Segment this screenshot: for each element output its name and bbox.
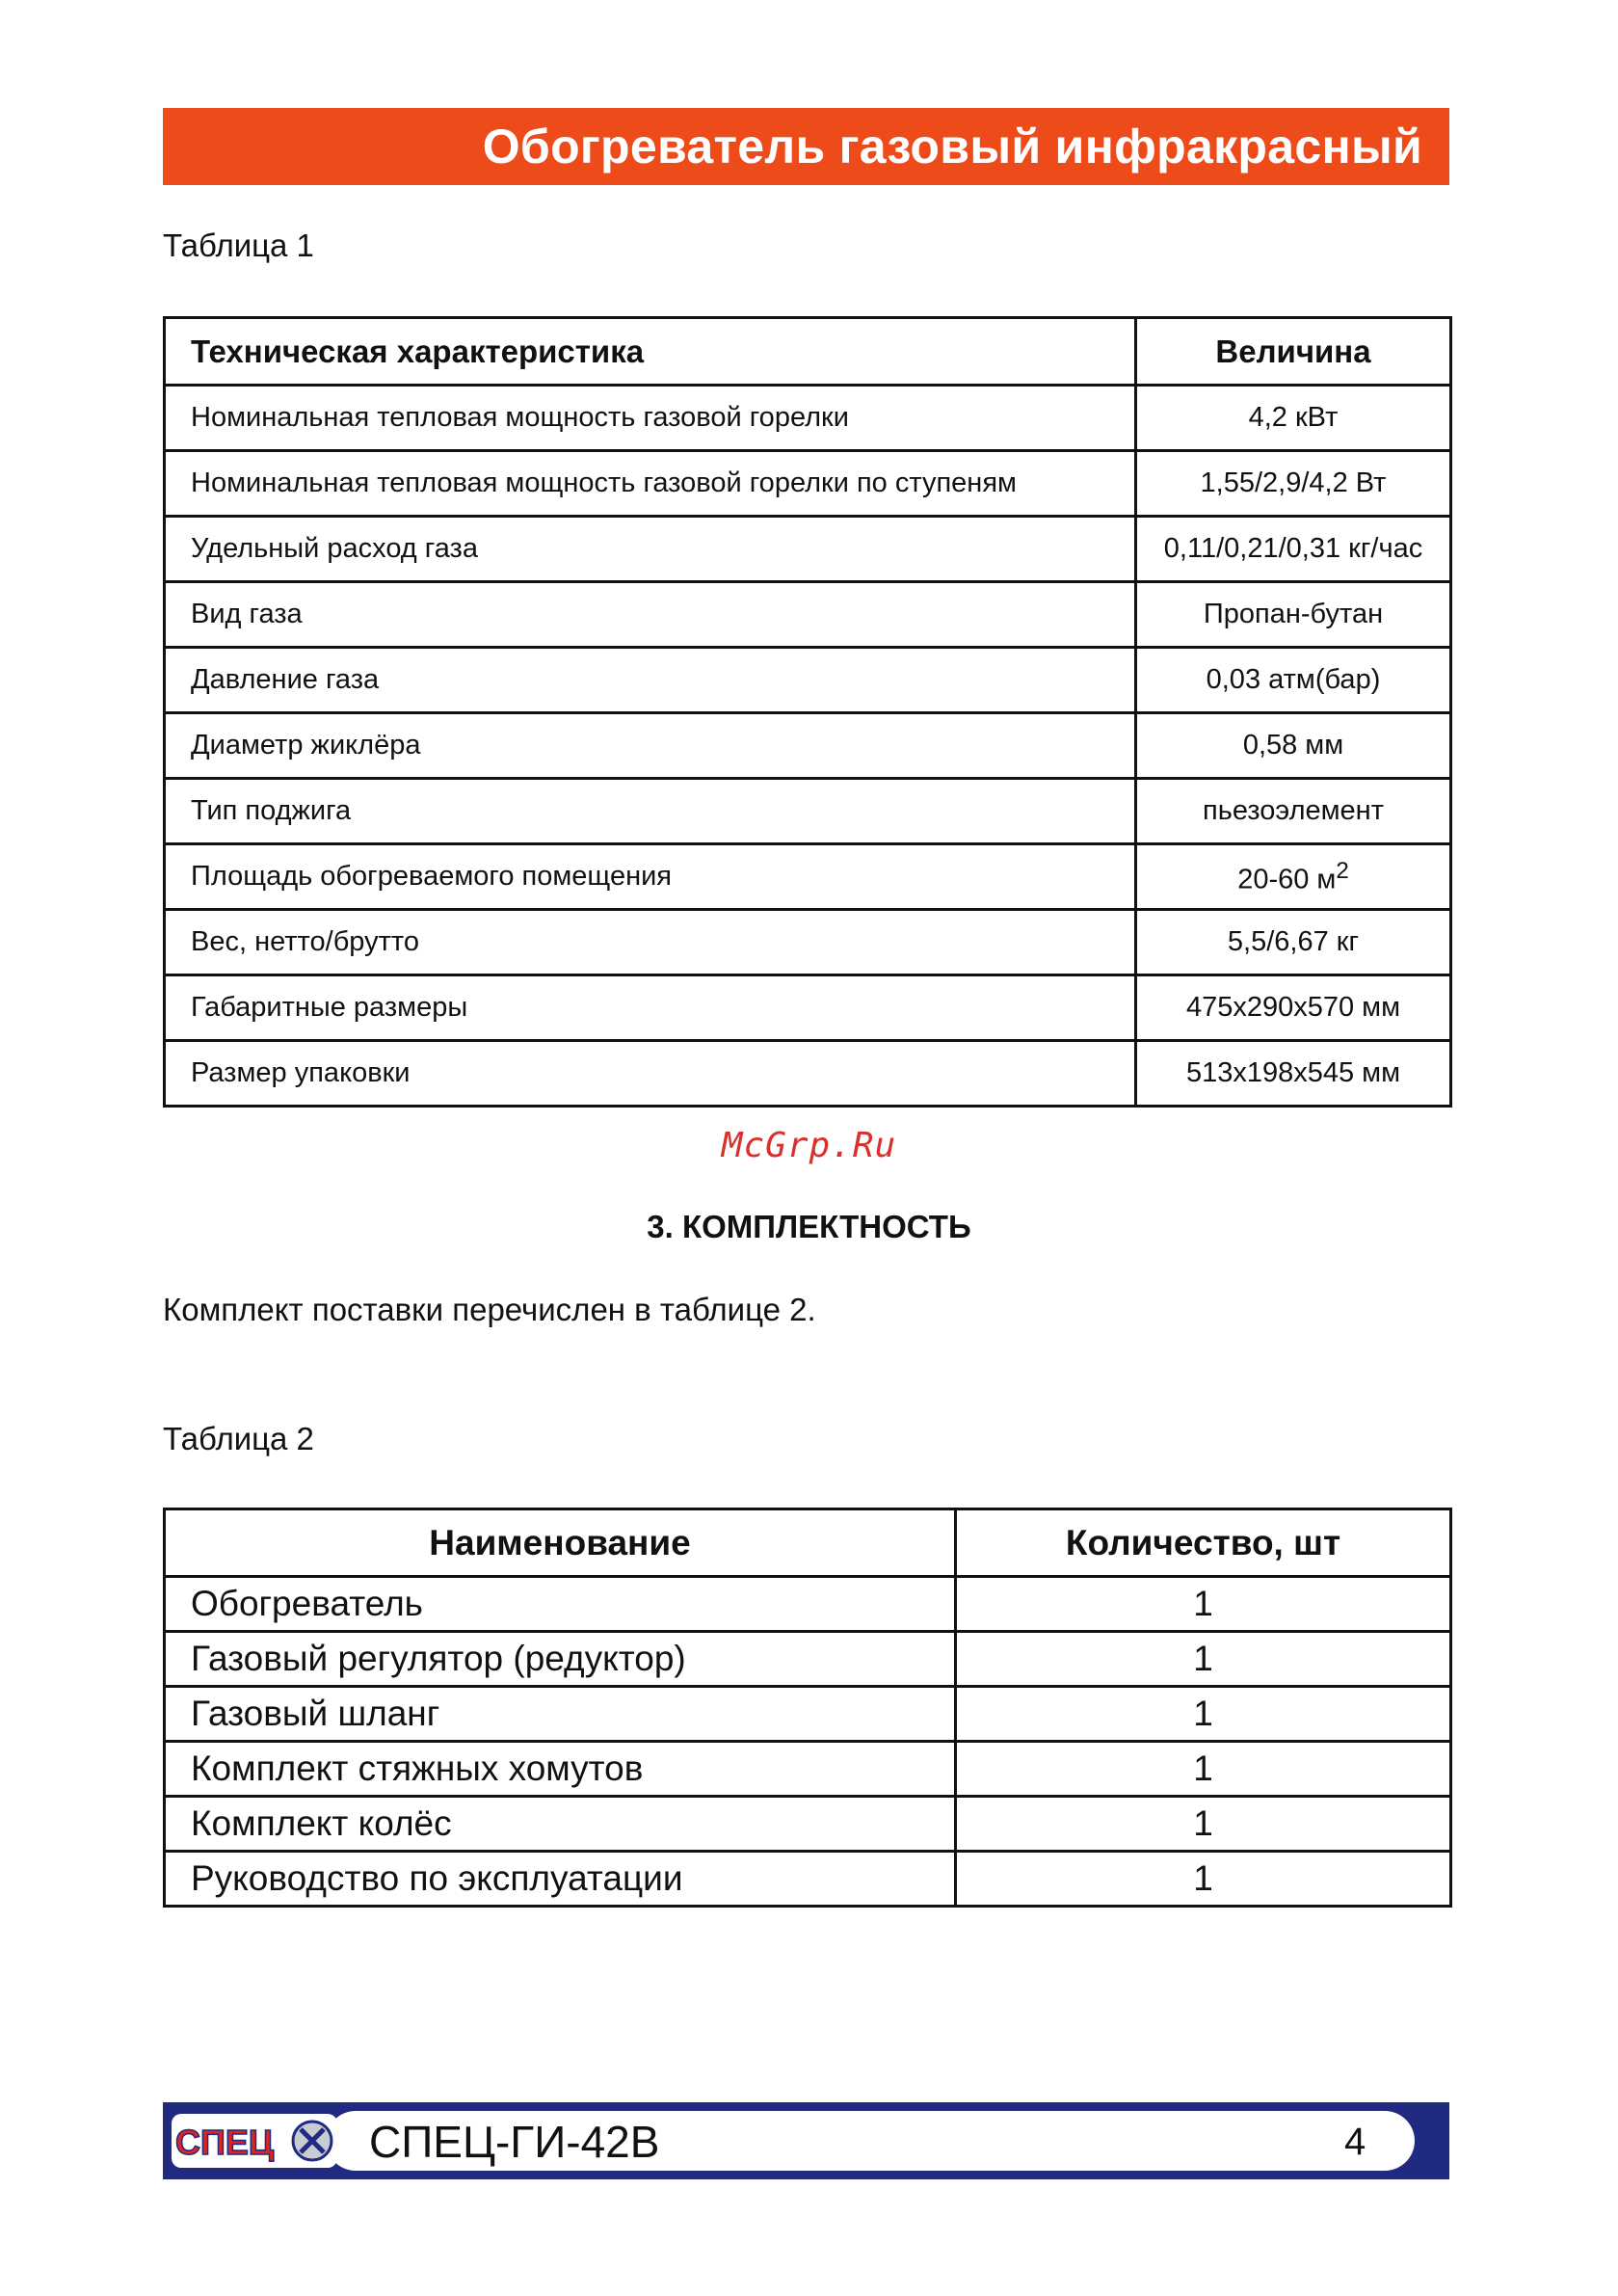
spec-value: 0,03 атм(бар)	[1136, 648, 1451, 713]
header-bar	[163, 108, 1449, 185]
column-header-quantity: Количество, шт	[956, 1509, 1451, 1577]
spec-value: 0,58 мм	[1136, 713, 1451, 779]
page-title: Обогреватель газовый инфракрасный	[482, 120, 1422, 174]
table-row	[165, 1687, 1451, 1742]
table-row	[165, 1041, 1451, 1107]
table-row	[165, 1852, 1451, 1907]
table-header-row	[165, 1509, 1451, 1577]
table-row	[165, 713, 1451, 779]
column-header-value: Величина	[1136, 318, 1451, 386]
section-title: 3. КОМПЛЕКТНОСТЬ	[647, 1209, 971, 1244]
screw-icon	[293, 2122, 332, 2160]
column-header-name: Наименование	[165, 1509, 956, 1577]
spec-value: Пропан-бутан	[1136, 582, 1451, 648]
spec-name: Удельный расход газа	[165, 517, 1136, 582]
table-row	[165, 975, 1451, 1041]
item-quantity: 1	[956, 1632, 1451, 1687]
item-quantity: 1	[956, 1852, 1451, 1907]
table-row	[165, 779, 1451, 844]
spec-name: Номинальная тепловая мощность газовой горелки по ступеням	[165, 451, 1136, 517]
area-value: 20-60 м	[1237, 864, 1337, 895]
spec-name: Давление газа	[165, 648, 1136, 713]
table-row	[165, 386, 1451, 451]
spec-name: Вес, нетто/брутто	[165, 910, 1136, 975]
spec-name: Тип поджига	[165, 779, 1136, 844]
item-quantity: 1	[956, 1797, 1451, 1852]
item-name: Обогреватель	[165, 1577, 956, 1632]
spec-name: Площадь обогреваемого помещения	[165, 844, 1136, 910]
spec-value: 0,11/0,21/0,31 кг/час	[1136, 517, 1451, 582]
item-name: Руководство по эксплуатации	[165, 1852, 956, 1907]
spec-value: 475x290x570 мм	[1136, 975, 1451, 1041]
spec-name: Номинальная тепловая мощность газовой горелки	[165, 386, 1136, 451]
table-row	[165, 648, 1451, 713]
item-quantity: 1	[956, 1687, 1451, 1742]
spec-value: 1,55/2,9/4,2 Вт	[1136, 451, 1451, 517]
table2-caption: Таблица 2	[163, 1421, 314, 1456]
footer-model: СПЕЦ-ГИ-42В	[369, 2117, 660, 2167]
item-name: Комплект стяжных хомутов	[165, 1742, 956, 1797]
table-row	[165, 844, 1451, 910]
table-row	[165, 1797, 1451, 1852]
column-header-characteristic: Техническая характеристика	[165, 318, 1136, 386]
section-intro: Комплект поставки перечислен в таблице 2.	[163, 1292, 816, 1327]
spec-name: Габаритные размеры	[165, 975, 1136, 1041]
table-row	[165, 582, 1451, 648]
item-name: Газовый шланг	[165, 1687, 956, 1742]
specs-table	[163, 316, 1452, 1108]
table-row	[165, 517, 1451, 582]
table-header-row	[165, 318, 1451, 386]
item-quantity: 1	[956, 1742, 1451, 1797]
table-row	[165, 1742, 1451, 1797]
spec-name: Вид газа	[165, 582, 1136, 648]
page-number: 4	[1344, 2121, 1366, 2163]
item-name: Газовый регулятор (редуктор)	[165, 1632, 956, 1687]
spec-name: Диаметр жиклёра	[165, 713, 1136, 779]
logo-text: СПЕЦ	[175, 2122, 275, 2162]
spec-value-area	[1136, 844, 1451, 910]
spec-value: пьезоэлемент	[1136, 779, 1451, 844]
table-row	[165, 1632, 1451, 1687]
spec-name: Размер упаковки	[165, 1041, 1136, 1107]
table1-caption: Таблица 1	[163, 227, 314, 263]
spec-value: 5,5/6,67 кг	[1136, 910, 1451, 975]
brand-logo	[170, 2110, 339, 2172]
watermark-link[interactable]: McGrp.Ru	[721, 1126, 897, 1165]
area-superscript: 2	[1336, 857, 1349, 884]
spec-value: 4,2 кВт	[1136, 386, 1451, 451]
table-row	[165, 910, 1451, 975]
spec-value: 513x198x545 мм	[1136, 1041, 1451, 1107]
table-row	[165, 1577, 1451, 1632]
table-row	[165, 451, 1451, 517]
contents-table	[163, 1508, 1452, 1908]
item-quantity: 1	[956, 1577, 1451, 1632]
item-name: Комплект колёс	[165, 1797, 956, 1852]
